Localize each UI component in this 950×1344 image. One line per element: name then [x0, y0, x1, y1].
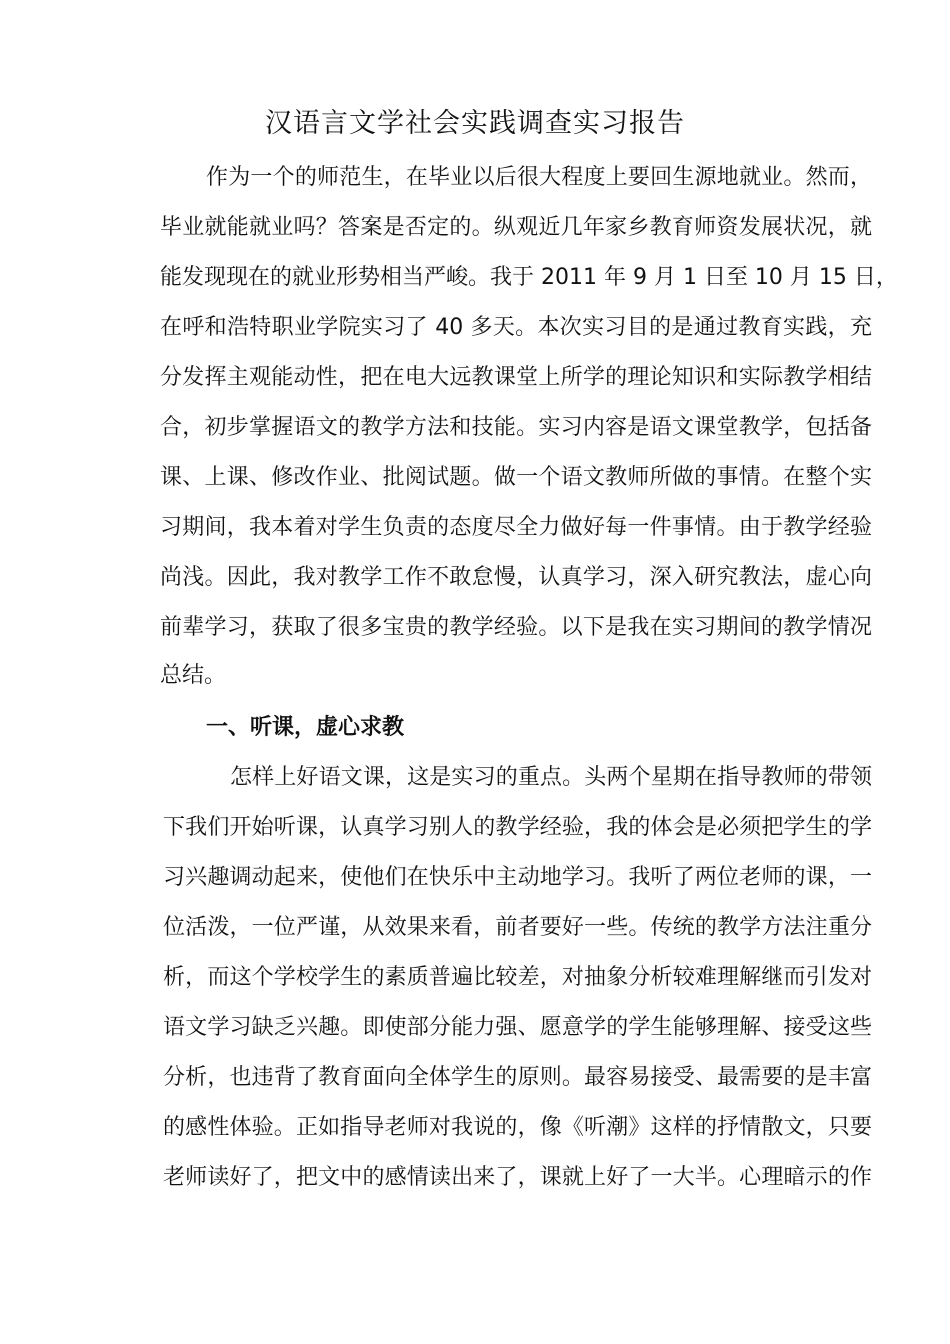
intro-paragraph-line: 尚浅。因此，我对教学工作不敢怠慢，认真学习，深入研究教法，虚心向	[160, 565, 872, 590]
intro-paragraph-line: 课、上课、修改作业、批阅试题。做一个语文教师所做的事情。在整个实	[160, 465, 872, 490]
section-paragraph-line: 语文学习缺乏兴趣。即使部分能力强、愿意学的学生能够理解、接受这些	[163, 1015, 872, 1040]
document-title: 汉语言文学社会实践调查实习报告	[265, 108, 685, 139]
intro-paragraph-line: 合，初步掌握语文的教学方法和技能。实习内容是语文课堂教学，包括备	[160, 415, 872, 440]
section-paragraph-line: 的感性体验。正如指导老师对我说的，像《听潮》这样的抒情散文，只要	[163, 1115, 872, 1140]
intro-paragraph-line: 毕业就能就业吗？答案是否定的。纵观近几年家乡教育师资发展状况，就	[160, 215, 872, 240]
intro-paragraph-line: 作为一个的师范生，在毕业以后很大程度上要回生源地就业。然而，	[206, 165, 872, 190]
intro-paragraph-line: 能发现现在的就业形势相当严峻。我于 2011 年 9 月 1 日至 10 月 15 日，	[160, 265, 898, 290]
section-heading: 一、听课，虚心求教	[206, 715, 405, 740]
section-paragraph-line: 析，而这个学校学生的素质普遍比较差，对抽象分析较难理解继而引发对	[163, 965, 872, 990]
section-paragraph-line: 下我们开始听课，认真学习别人的教学经验，我的体会是必须把学生的学	[163, 815, 872, 840]
section-paragraph-line: 分析，也违背了教育面向全体学生的原则。最容易接受、最需要的是丰富	[163, 1065, 872, 1090]
intro-paragraph-line: 分发挥主观能动性，把在电大远教课堂上所学的理论知识和实际教学相结	[160, 365, 872, 390]
intro-paragraph-line: 在呼和浩特职业学院实习了 40 多天。本次实习目的是通过教育实践，充	[160, 315, 872, 340]
section-paragraph-line: 习兴趣调动起来，使他们在快乐中主动地学习。我听了两位老师的课，一	[163, 865, 872, 890]
section-paragraph-line: 老师读好了，把文中的感情读出来了，课就上好了一大半。心理暗示的作	[163, 1165, 872, 1190]
section-paragraph-line: 怎样上好语文课，这是实习的重点。头两个星期在指导教师的带领	[230, 765, 872, 790]
section-paragraph-line: 位活泼，一位严谨，从效果来看，前者要好一些。传统的教学方法注重分	[163, 915, 872, 940]
intro-paragraph-line: 习期间，我本着对学生负责的态度尽全力做好每一件事情。由于教学经验	[160, 515, 872, 540]
intro-paragraph-line: 总结。	[160, 663, 227, 688]
intro-paragraph-line: 前辈学习，获取了很多宝贵的教学经验。以下是我在实习期间的教学情况	[160, 615, 872, 640]
